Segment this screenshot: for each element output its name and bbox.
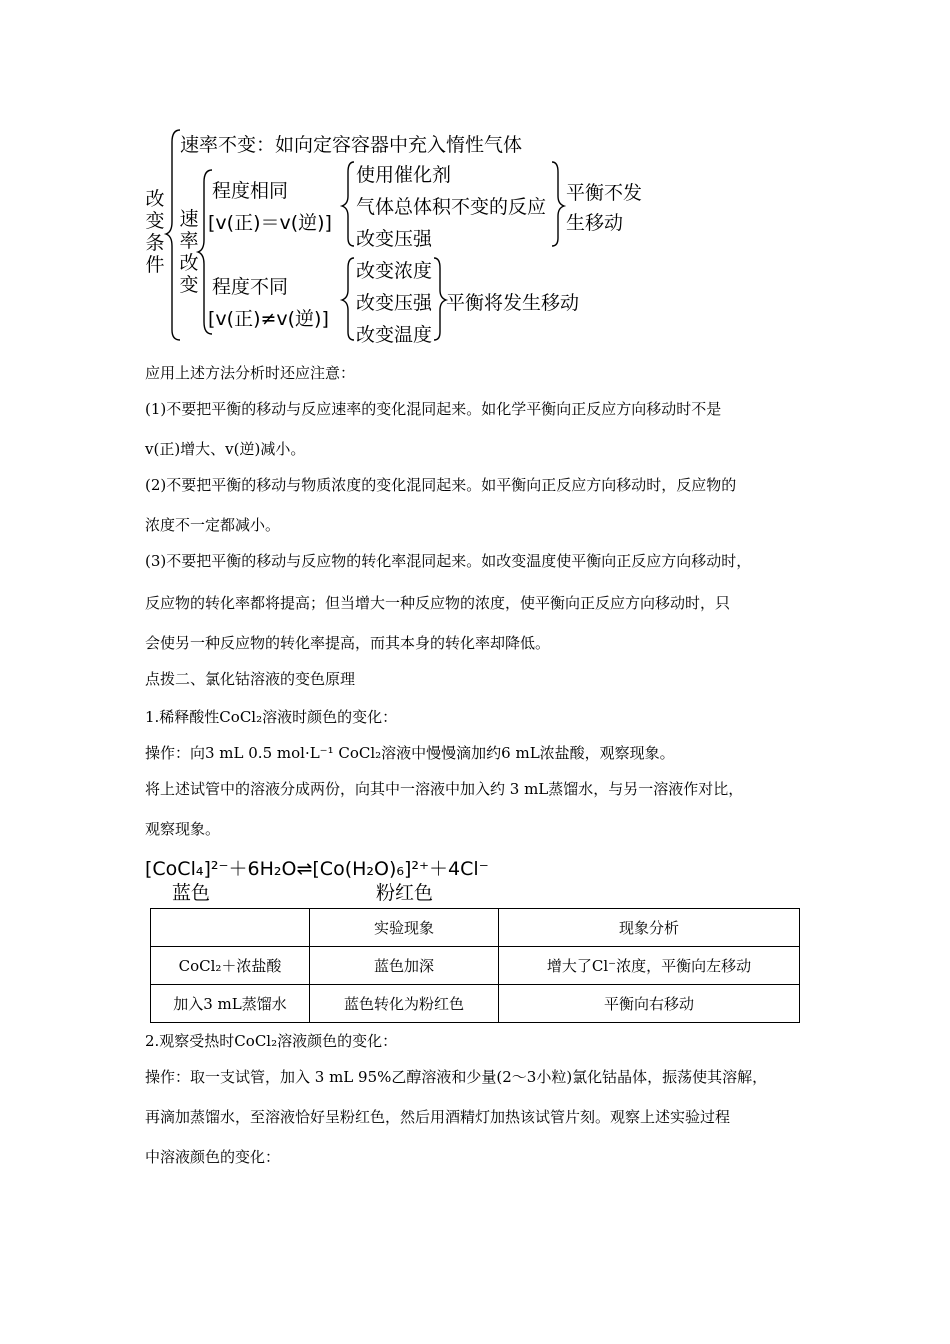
equilibrium-equation: [CoCl₄]²⁻＋6H₂O⇌[Co(H₂O)₆]²⁺＋4Cl⁻	[145, 858, 489, 880]
table-cell: 平衡向右移动	[499, 985, 800, 1023]
diff-item-pressure: 改变压强	[356, 292, 433, 314]
item-2-heading: 2.观察受热时CoCl₂溶液颜色的变化：	[145, 1032, 398, 1050]
operation-2c: 中溶液颜色的变化：	[145, 1148, 281, 1166]
table-row	[151, 985, 800, 1023]
para-note: 应用上述方法分析时还应注意：	[145, 364, 356, 382]
para-3c: 会使另一种反应物的转化率提高，而其本身的转化率却降低。	[145, 634, 551, 652]
item-1-heading: 1.稀释酸性CoCl₂溶液时颜色的变化：	[145, 708, 398, 726]
branch-rate-unchanged: 速率不变：如向定容容器中充入惰性气体	[180, 134, 523, 156]
table-header-cell: 现象分析	[499, 909, 800, 947]
table-cell: 加入3 mL蒸馏水	[151, 985, 310, 1023]
same-item-catalyst: 使用催化剂	[356, 164, 452, 186]
table-row	[151, 947, 800, 985]
operation-1b: 将上述试管中的溶液分成两份，向其中一溶液中加入约 3 mL蒸馏水，与另一溶液作对比，	[145, 780, 744, 798]
table-header-cell: 实验现象	[310, 909, 499, 947]
para-3a: (3)不要把平衡的移动与反应物的转化率混同起来。如改变温度使平衡向正反应方向移动时，	[145, 552, 752, 570]
diff-degree-cond: [v(正)≠v(逆)]	[208, 308, 329, 330]
table-header-cell	[151, 909, 310, 947]
branch-rate-changed-label: 速率改变	[179, 208, 199, 296]
diff-result: 平衡将发生移动	[446, 292, 580, 314]
operation-2b: 再滴加蒸馏水，至溶液恰好呈粉红色，然后用酒精灯加热该试管片刻。观察上述实验过程	[145, 1108, 731, 1126]
same-degree-cond: [v(正)＝v(逆)]	[208, 212, 332, 234]
same-item-pressure: 改变压强	[356, 228, 433, 250]
para-1a: (1)不要把平衡的移动与反应速率的变化混同起来。如化学平衡向正反应方向移动时不是	[145, 400, 722, 418]
para-2a: (2)不要把平衡的移动与物质浓度的变化混同起来。如平衡向正反应方向移动时，反应物的	[145, 476, 737, 494]
condition-diagram	[140, 122, 660, 352]
para-1b: v(正)增大、v(逆)减小。	[145, 440, 306, 458]
table-cell: CoCl₂＋浓盐酸	[151, 947, 310, 985]
table-cell: 蓝色加深	[310, 947, 499, 985]
operation-1c: 观察现象。	[145, 820, 221, 838]
operation-2a: 操作：取一支试管，加入 3 mL 95%乙醇溶液和少量(2～3小粒)氯化钴晶体，振荡使其溶解，	[145, 1068, 768, 1086]
diff-item-concentration: 改变浓度	[356, 260, 433, 282]
diff-degree-title: 程度不同	[212, 276, 289, 298]
same-degree-title: 程度相同	[212, 180, 289, 202]
operation-1: 操作：向3 mL 0.5 mol·L⁻¹ CoCl₂溶液中慢慢滴加约6 mL浓盐酸，观察现象。	[145, 744, 675, 762]
table-cell: 增大了Cl⁻浓度，平衡向左移动	[499, 947, 800, 985]
table-cell: 蓝色转化为粉红色	[310, 985, 499, 1023]
same-result-line2: 生移动	[566, 212, 624, 234]
diff-item-temperature: 改变温度	[356, 324, 433, 346]
same-result-line1: 平衡不发	[566, 182, 643, 204]
para-3b: 反应物的转化率都将提高；但当增大一种反应物的浓度，使平衡向正反应方向移动时，只	[145, 594, 731, 612]
table-header-row	[151, 909, 800, 947]
para-2b: 浓度不一定都减小。	[145, 516, 281, 534]
same-item-volume: 气体总体积不变的反应	[356, 196, 547, 218]
diagram-root-label: 改变条件	[145, 188, 165, 276]
left-color-label: 蓝色	[172, 882, 211, 904]
right-color-label: 粉红色	[376, 882, 434, 904]
results-table	[150, 908, 800, 1023]
section-heading: 点拨二、氯化钴溶液的变色原理	[145, 670, 356, 688]
